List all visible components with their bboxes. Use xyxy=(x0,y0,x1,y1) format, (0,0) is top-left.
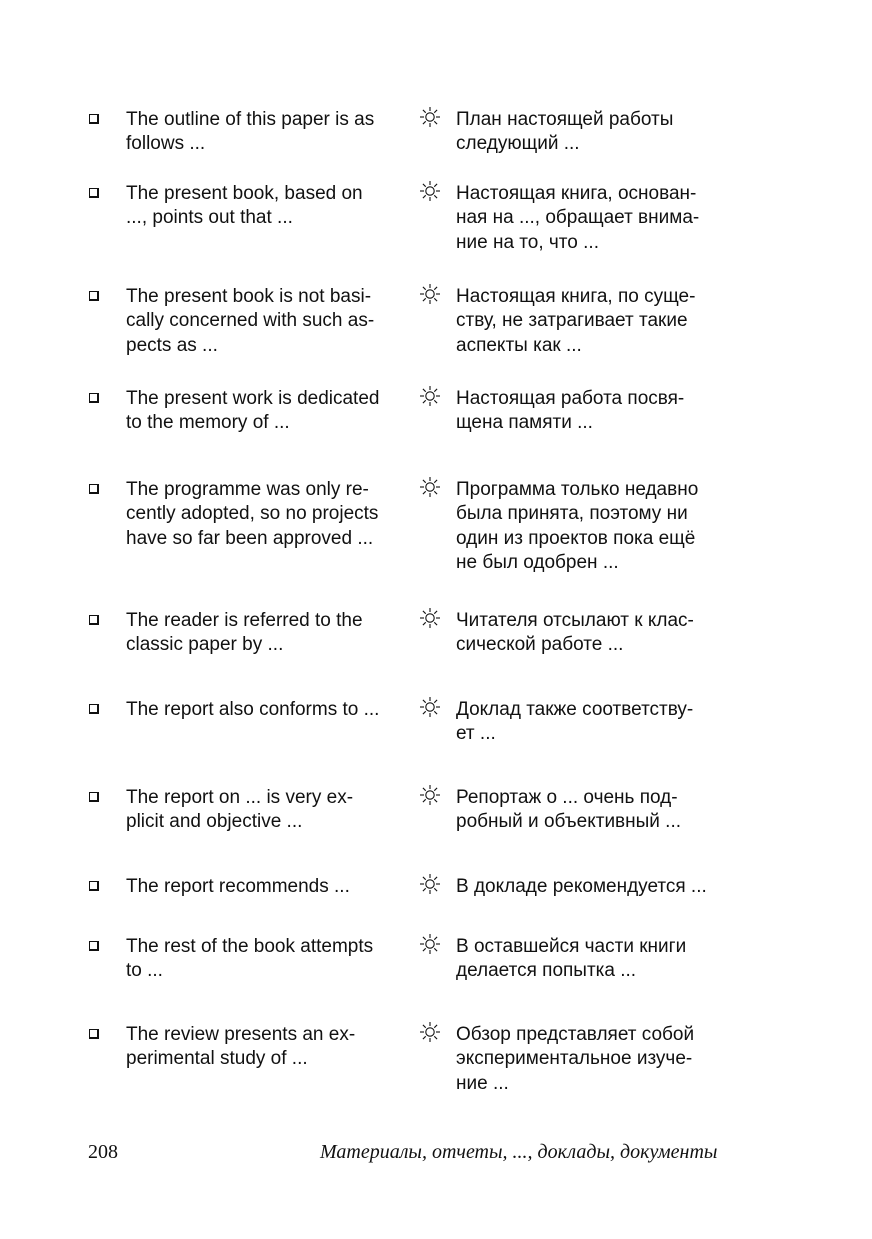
checkbox-bullet-icon xyxy=(89,188,99,198)
sun-bullet-icon xyxy=(419,1021,441,1043)
checkbox-bullet-icon xyxy=(89,881,99,891)
checkbox-bullet-icon xyxy=(89,393,99,403)
sun-bullet-icon xyxy=(419,607,441,629)
english-phrase: The report on ... is very ex- plicit and objective ... xyxy=(126,787,354,833)
checkbox-bullet-icon xyxy=(89,484,99,494)
english-phrase: The present book, based on ..., points out that ... xyxy=(126,183,363,229)
english-phrase: The review presents an ex- perimental study of ... xyxy=(126,1024,356,1070)
russian-translation: Настоящая книга, по суще- ству, не затрагивает такие аспекты как ... xyxy=(456,286,696,356)
sun-bullet-icon xyxy=(419,283,441,305)
sun-bullet-icon xyxy=(419,180,441,202)
english-phrase: The programme was only re- cently adopted, so no projects have so far been approved ... xyxy=(126,479,379,549)
checkbox-bullet-icon xyxy=(89,291,99,301)
english-phrase: The outline of this paper is as follows ... xyxy=(126,109,375,155)
russian-translation: Читателя отсылают к клас- сической работе ... xyxy=(456,610,694,656)
russian-translation: Доклад также соответству- ет ... xyxy=(456,699,694,745)
sun-bullet-icon xyxy=(419,933,441,955)
checkbox-bullet-icon xyxy=(89,114,99,124)
checkbox-bullet-icon xyxy=(89,941,99,951)
running-title: Материалы, отчеты, ..., доклады, документы xyxy=(320,1141,718,1163)
russian-translation: Настоящая работа посвя- щена памяти ... xyxy=(456,388,685,434)
russian-translation: В докладе рекомендуется ... xyxy=(456,876,707,897)
sun-bullet-icon xyxy=(419,696,441,718)
page-number: 208 xyxy=(88,1141,118,1163)
russian-translation: Обзор представляет собой экспериментальное изуче- ние ... xyxy=(456,1024,695,1094)
english-phrase: The reader is referred to the classic paper by ... xyxy=(126,610,363,656)
russian-translation: Настоящая книга, основан- ная на ..., обращает внима- ние на то, что ... xyxy=(456,183,700,253)
sun-bullet-icon xyxy=(419,476,441,498)
sun-bullet-icon xyxy=(419,873,441,895)
english-phrase: The rest of the book attempts to ... xyxy=(126,936,374,982)
sun-bullet-icon xyxy=(419,385,441,407)
russian-translation: Программа только недавно была принята, поэтому ни один из проектов пока ещё не был одобрен ... xyxy=(456,479,699,573)
english-phrase: The present book is not basi- cally concerned with such as- pects as ... xyxy=(126,286,375,356)
checkbox-bullet-icon xyxy=(89,1029,99,1039)
english-phrase: The present work is dedicated to the memory of ... xyxy=(126,388,380,434)
sun-bullet-icon xyxy=(419,106,441,128)
sun-bullet-icon xyxy=(419,784,441,806)
english-phrase: The report also conforms to ... xyxy=(126,699,380,720)
checkbox-bullet-icon xyxy=(89,704,99,714)
russian-translation: В оставшейся части книги делается попытка ... xyxy=(456,936,687,982)
russian-translation: Репортаж о ... очень под- робный и объективный ... xyxy=(456,787,682,833)
checkbox-bullet-icon xyxy=(89,615,99,625)
checkbox-bullet-icon xyxy=(89,792,99,802)
russian-translation: План настоящей работы следующий ... xyxy=(456,109,674,155)
english-phrase: The report recommends ... xyxy=(126,876,350,897)
